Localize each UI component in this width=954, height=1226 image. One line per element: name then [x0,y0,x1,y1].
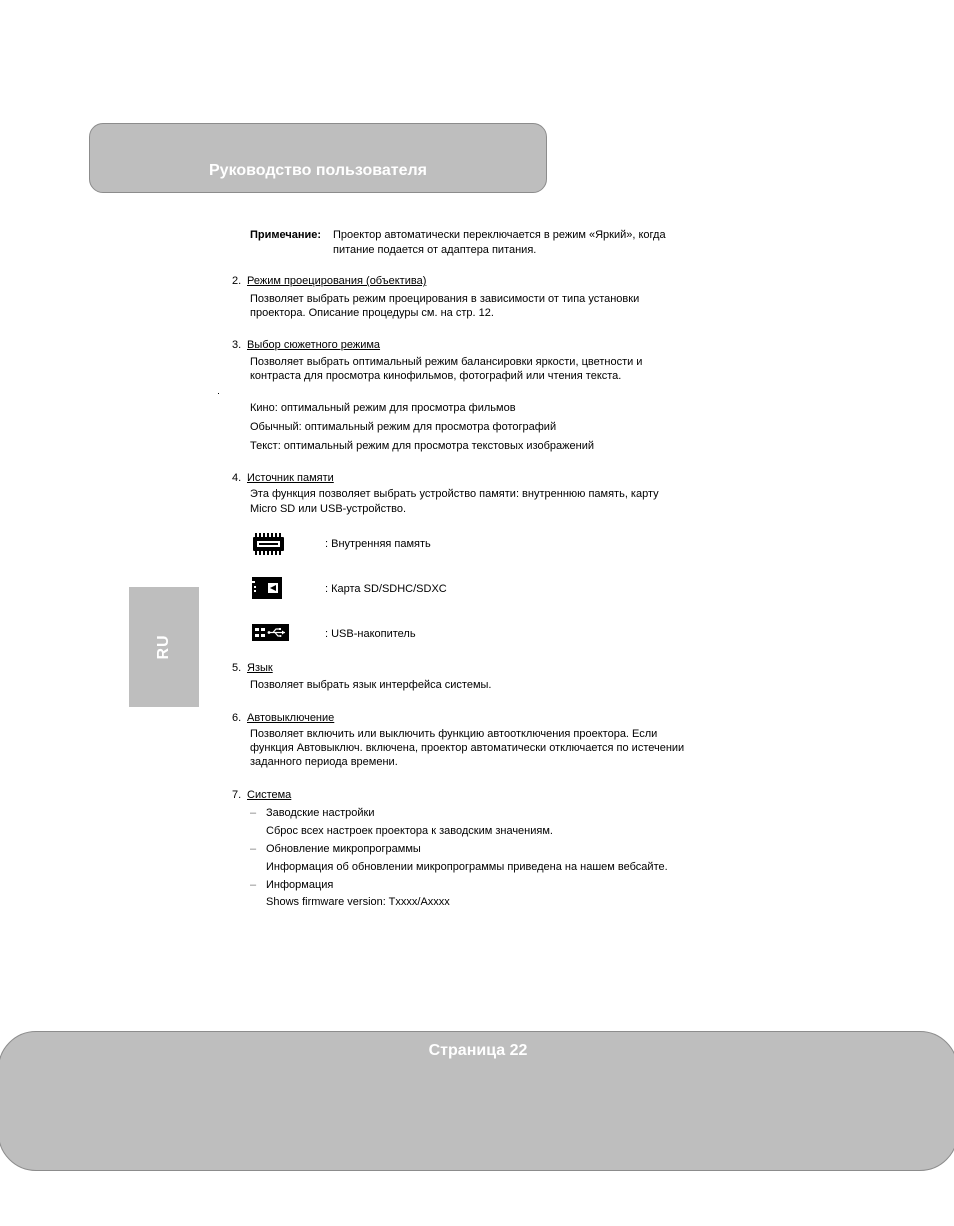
system-item-desc: Информация об обновлении микропрограммы приведена на нашем вебсайте. [266,861,668,873]
section-title-scene-mode: Выбор сюжетного режима [247,339,381,351]
section-text: проектора. Описание процедуры см. на стр. 12. [250,307,494,319]
page-footer [0,1031,954,1171]
scene-mode-item: Текст: оптимальный режим для просмотра текстовых изображений [250,440,594,452]
scene-mode-item: Обычный: оптимальный режим для просмотра фотографий [250,421,557,433]
section-text: Позволяет выбрать язык интерфейса системы. [250,679,492,691]
system-item-title: Информация [266,879,334,891]
section-text: контраста для просмотра кинофильмов, фотографий или чтения текста. [250,370,622,382]
section-title-system: Система [247,789,292,801]
section-text: Позволяет включить или выключить функцию автоотключения проектора. Если [250,728,658,740]
sd-card-icon [252,577,282,599]
section-title-projection-mode: Режим проецирования (объектива) [247,275,427,287]
section-number: 7. [232,789,242,801]
scene-mode-item: Кино: оптимальный режим для просмотра фильмов [250,402,516,414]
memory-option-label: : Внутренняя память [325,538,431,550]
system-item-title: Обновление микропрограммы [266,843,421,855]
section-text: заданного периода времени. [250,756,398,768]
list-bullet: – [250,879,257,891]
document-title: Руководство пользователя [209,162,427,179]
system-item-desc: Сброс всех настроек проектора к заводским значениям. [266,825,553,837]
note-line: питание подается от адаптера питания. [333,244,537,256]
memory-option-label: : Карта SD/SDHC/SDXC [325,583,447,595]
header-tab [89,123,547,193]
section-text: Позволяет выбрать режим проецирования в зависимости от типа установки [250,293,640,305]
page-number: Страница 22 [428,1042,528,1059]
usb-drive-icon [252,624,289,641]
system-item-desc: Shows firmware version: Txxxx/Axxxx [266,896,450,908]
section-title-memory-source: Источник памяти [247,472,334,484]
memory-option-label: : USB-накопитель [325,628,416,640]
section-title-language: Язык [247,662,273,674]
memory-chip-icon [252,533,286,555]
section-number: 3. [232,339,242,351]
section-number: 5. [232,662,242,674]
section-text: Позволяет выбрать оптимальный режим балансировки яркости, цветности и [250,356,643,368]
section-text: Эта функция позволяет выбрать устройство памяти: внутреннюю память, карту [250,488,659,500]
list-bullet: – [250,843,257,855]
stray-dot [218,393,219,394]
section-text: функция Автовыключ. включена, проектор автоматически отключается по истечении [250,742,685,754]
system-item-title: Заводские настройки [266,807,375,819]
section-text: Micro SD или USB-устройство. [250,503,407,515]
section-number: 4. [232,472,242,484]
section-number: 2. [232,275,242,287]
language-code: RU [155,634,172,660]
note-line: Проектор автоматически переключается в режим «Яркий», когда [333,229,666,241]
language-side-tab [129,587,199,707]
section-number: 6. [232,712,242,724]
section-title-auto-off: Автовыключение [247,712,335,724]
note-label: Примечание: [250,229,322,241]
list-bullet: – [250,807,257,819]
